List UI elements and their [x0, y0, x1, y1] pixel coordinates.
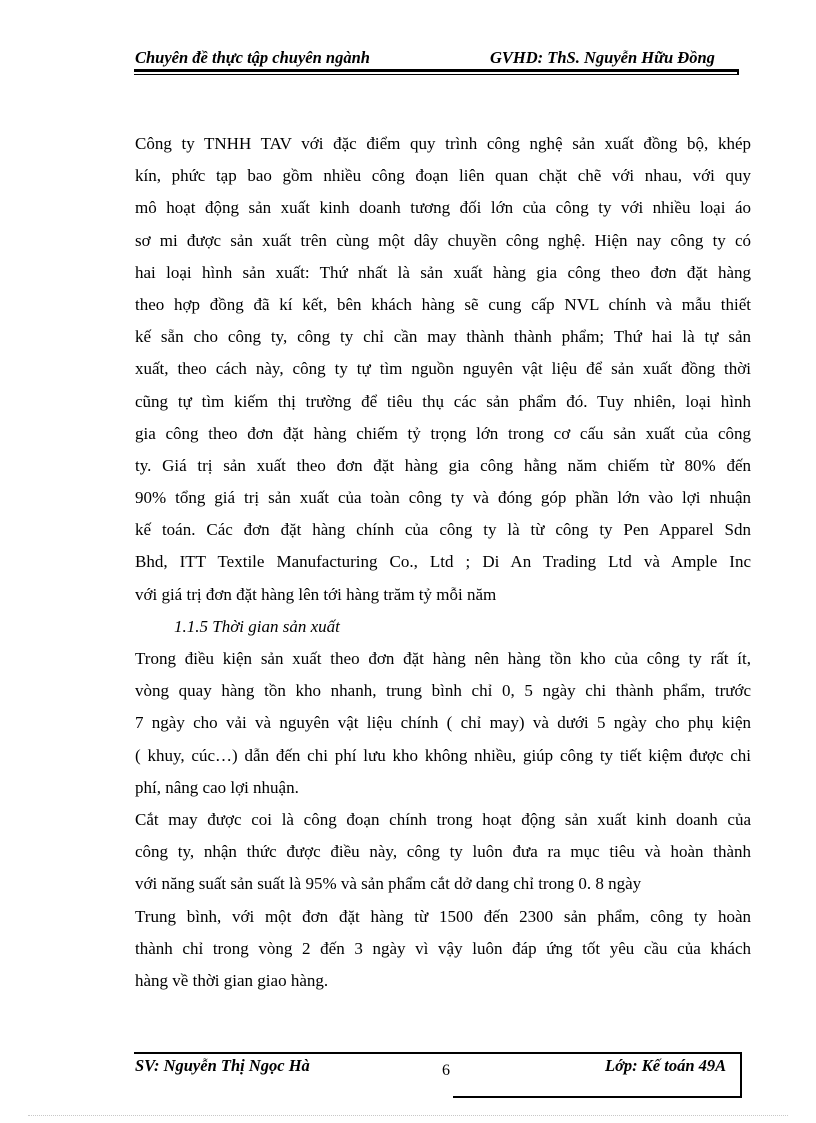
text-line: gia công theo đơn đặt hàng chiếm tỷ trọng lớn trong cơ cấu sản xuất của công: [135, 423, 751, 443]
page-header: [135, 44, 735, 68]
text-line: theo hợp đồng đã kí kết, bên khách hàng sẽ cung cấp NVL chính và mẫu thiết: [135, 294, 751, 314]
text-line: cũng tự tìm kiếm thị trường để tiêu thụ các sản phẩm đó. Tuy nhiên, loại hình: [135, 391, 751, 411]
page-number: 6: [442, 1062, 450, 1079]
text-line: hai loại hình sản xuất: Thứ nhất là sản xuất hàng gia công theo đơn đặt hàng: [135, 262, 751, 282]
text-line: ( khuy, cúc…) dẫn đến chi phí lưu kho không nhiều, giúp công ty tiết kiệm được chi: [135, 745, 751, 765]
text-line: Công ty TNHH TAV với đặc điểm quy trình công nghệ sản xuất đồng bộ, khép: [135, 134, 751, 153]
footer-student-name: SV: Nguyễn Thị Ngọc Hà: [135, 1056, 310, 1075]
document-body: [135, 128, 751, 997]
header-rule-thick: [134, 69, 738, 72]
text-line: kế toán. Các đơn đặt hàng chính của công ty là từ công ty Pen Apparel Sdn: [135, 520, 751, 540]
page-edge-dotted-line: [28, 1115, 788, 1116]
text-line: 7 ngày cho vải và nguyên vật liệu chính ( chỉ may) và dưới 5 ngày cho phụ kiện: [135, 713, 751, 733]
paragraph-order-completion: [135, 901, 751, 998]
footer-rule: [134, 1052, 740, 1054]
text-line: công ty, nhận thức được điều này, công ty luôn đưa ra mục tiêu và hoàn thành: [135, 842, 751, 862]
header-right-advisor: GVHD: ThS. Nguyễn Hữu Đồng: [490, 48, 715, 67]
text-line: phí, nâng cao lợi nhuận.: [135, 777, 299, 797]
text-line: Bhd, ITT Textile Manufacturing Co., Ltd ; Di An Trading Ltd và Ample Inc: [135, 552, 751, 572]
page-footer: [135, 1056, 735, 1086]
text-line: kế sẵn cho công ty, công ty chỉ cần may thành thành phẩm; Thứ hai là tự sản: [135, 327, 751, 347]
text-line: 90% tổng giá trị sản xuất của toàn công ty và đóng góp phần lớn vào lợi nhuận: [135, 488, 751, 508]
paragraph-company-overview: [135, 128, 751, 611]
header-rule-side: [737, 69, 739, 75]
paragraph-cutting-sewing: [135, 804, 751, 901]
footer-rule-side: [740, 1052, 742, 1098]
text-line: với năng suất sản suất là 95% và sản phẩm cắt dở dang chỉ trong 0. 8 ngày: [135, 874, 642, 894]
text-line: thành chỉ trong vòng 2 đến 3 ngày vì vậy luôn đáp ứng tốt yêu cầu của khách: [135, 938, 751, 958]
text-line: Trung bình, với một đơn đặt hàng từ 1500 đến 2300 sản phẩm, công ty hoàn: [135, 906, 751, 926]
text-line: xuất, theo cách này, công ty tự tìm nguồn nguyên vật liệu để sản xuất đồng thời: [135, 359, 751, 379]
text-line: ty. Giá trị sản xuất theo đơn đặt hàng gia công hằng năm chiếm từ 80% đến: [135, 455, 751, 475]
text-line: mô hoạt động sản xuất kinh doanh tương đối lớn của công ty với nhiều loại áo: [135, 198, 751, 218]
footer-class-name: Lớp: Kế toán 49A: [605, 1056, 727, 1075]
text-line: kín, phức tạp bao gồm nhiều công đoạn liên quan chặt chẽ với nhau, với quy: [135, 166, 751, 186]
header-rule-thin: [134, 74, 738, 75]
header-left-title: Chuyên đề thực tập chuyên ngành: [135, 48, 370, 67]
paragraph-production-time: [135, 643, 751, 804]
text-line: với giá trị đơn đặt hàng lên tới hàng trăm tỷ mỗi năm: [135, 584, 497, 604]
text-line: vòng quay hàng tồn kho nhanh, trung bình chỉ 0, 5 ngày chi thành phẩm, trước: [135, 681, 751, 701]
text-line: sơ mi được sản xuất trên cùng một dây chuyền công nghệ. Hiện nay công ty có: [135, 230, 751, 250]
text-line: Trong điều kiện sản xuất theo đơn đặt hàng nên hàng tồn kho của công ty rất ít,: [135, 649, 751, 668]
footer-rule-bottom: [453, 1096, 742, 1098]
text-line: hàng về thời gian giao hàng.: [135, 970, 329, 990]
text-line: Cắt may được coi là công đoạn chính trong hoạt động sản xuất kinh doanh của: [135, 809, 751, 829]
section-heading: 1.1.5 Thời gian sản xuất: [174, 616, 340, 636]
